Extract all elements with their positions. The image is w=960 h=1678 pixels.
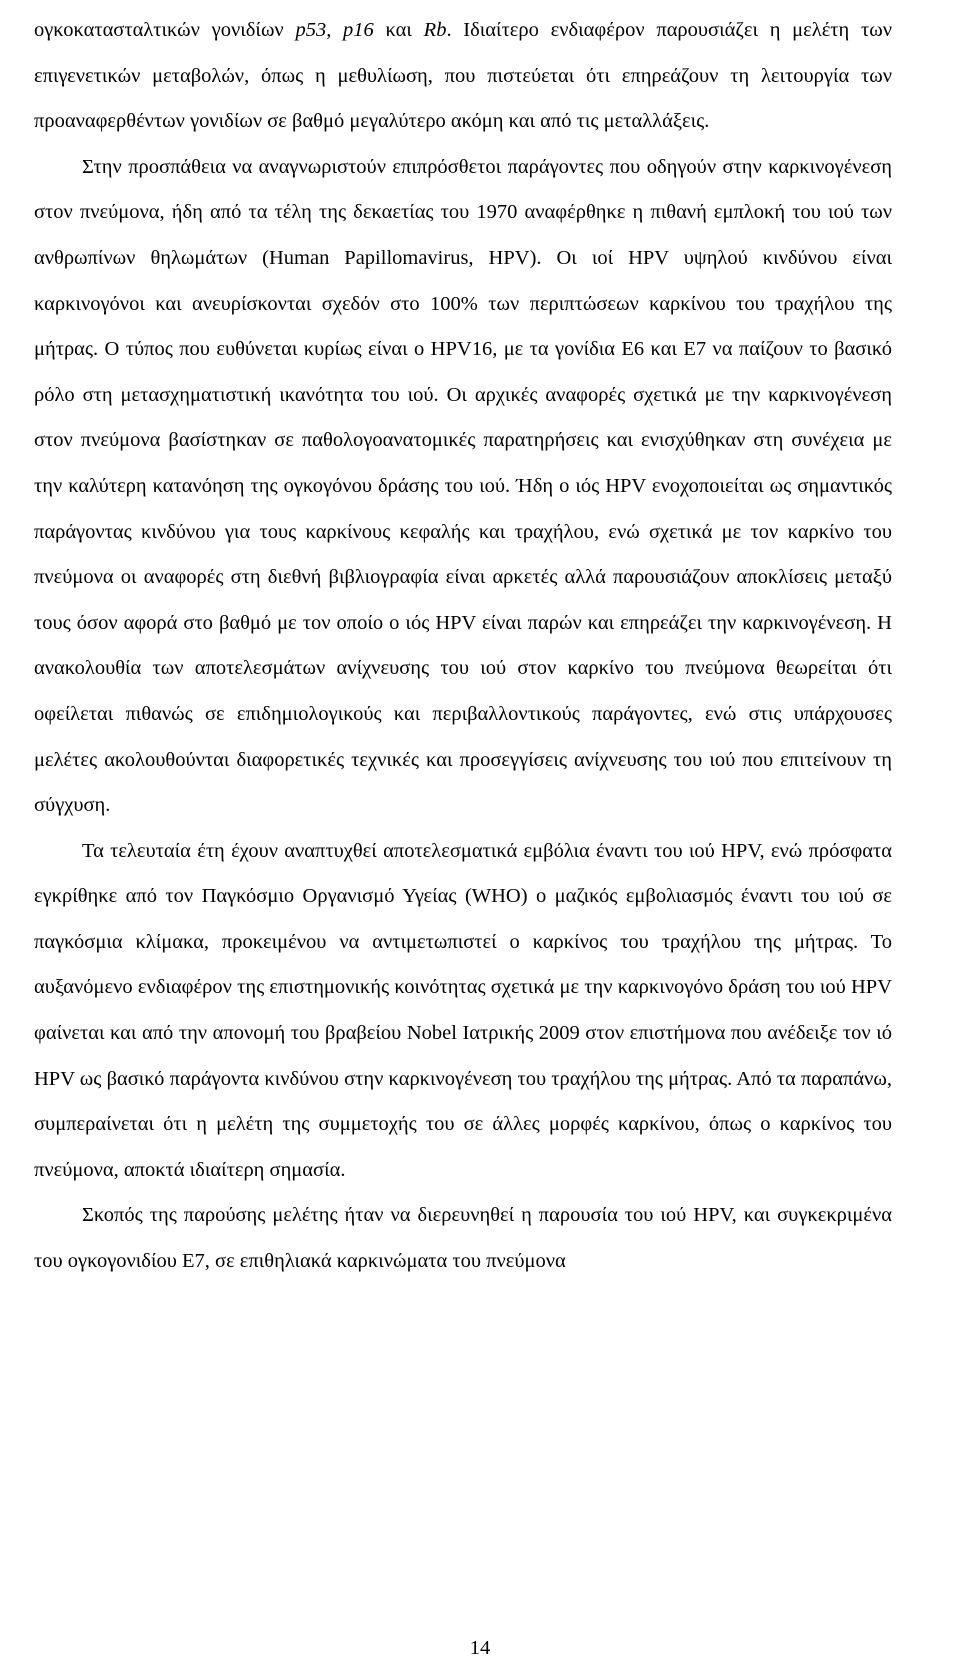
text-run: ογκοκατασταλτικών γονιδίων [34, 19, 296, 41]
document-body [34, 8, 892, 1285]
paragraph-methylation-intro [34, 8, 892, 145]
text-run: . Ιδιαίτερο ενδιαφέρον παρουσιάζει η μελέτη των επιγενετικών μεταβολών, όπως η μεθυλίωση, που πιστεύεται ότι επηρεάζουν τη λειτουργία των προαναφερθέντων γονιδίων σε βαθμό μεγαλύτερο ακόμη και από τις μεταλλάξεις. [34, 19, 892, 133]
text-run: p53, p16 [295, 19, 374, 41]
paragraph-study-aim [34, 1193, 892, 1284]
text-run: και [373, 19, 424, 41]
text-run: Στην προσπάθεια να αναγνωριστούν επιπρόσθετοι παράγοντες που οδηγούν στην καρκινογένεση στον πνεύμονα, ήδη από τα τέλη της δεκαετίας του 1970 αναφέρθηκε η πιθανή εμπλοκή του ιού των ανθρωπίνων θηλωμάτων (Human Papillomavirus, HPV). Οι ιοί HPV υψηλού κινδύνου είναι καρκινογόνοι και ανευρίσκονται σχεδόν στο 100% των περιπτώσεων καρκίνου του τραχήλου της μήτρας. Ο τύπος που ευθύνεται κυρίως είναι ο HPV16, με τα γονίδια E6 και E7 να παίζουν το βασικό ρόλο στη μετασχηματιστική ικανότητα του ιού. Οι αρχικές αναφορές σχετικά με την καρκινογένεση στον πνεύμονα βασίστηκαν σε παθολογοανατομικές παρατηρήσεις και ενισχύθηκαν στη συνέχεια με την καλύτερη κατανόηση της ογκογόνου δράσης του ιού. Ήδη ο ιός HPV ενοχοποιείται ως σημαντικός παράγοντας κινδύνου για τους καρκίνους κεφαλής και τραχήλου, ενώ σχετικά με τον καρκίνο του πνεύμονα οι αναφορές στη διεθνή βιβλιογραφία είναι αρκετές αλλά παρουσιάζουν αποκλίσεις μεταξύ τους όσον αφορά στο βαθμό με τον οποίο ο ιός HPV είναι παρών και επηρεάζει την καρκινογένεση. Η ανακολουθία των αποτελεσμάτων ανίχνευσης του ιού στον καρκίνο του πνεύμονα θεωρείται ότι οφείλεται πιθανώς σε επιδημιολογικούς και περιβαλλοντικούς παράγοντες, ενώ στις υπάρχουσες μελέτες ακολουθούνται διαφορετικές τεχνικές και προσεγγίσεις ανίχνευσης του ιού που επιτείνουν τη σύγχυση. [34, 155, 892, 817]
text-run: Rb [423, 19, 447, 41]
page-number: 14 [469, 1637, 491, 1659]
text-run: Σκοπός της παρούσης μελέτης ήταν να διερευνηθεί η παρουσία του ιού HPV, και συγκεκριμένα του ογκογονιδίου E7, σε επιθηλιακά καρκινώματα του πνεύμονα [34, 1204, 892, 1273]
paragraph-hpv-lung-carcinogenesis [34, 145, 892, 829]
paragraph-hpv-vaccines [34, 829, 892, 1194]
text-run: Τα τελευταία έτη έχουν αναπτυχθεί αποτελεσματικά εμβόλια έναντι του ιού HPV, ενώ πρόσφατα εγκρίθηκε από τον Παγκόσμιο Οργανισμό Υγείας (WHO) ο μαζικός εμβολιασμός έναντι του ιού σε παγκόσμια κλίμακα, προκειμένου να αντιμετωπιστεί ο καρκίνος του τραχήλου της μήτρας. Το αυξανόμενο ενδιαφέρον της επιστημονικής κοινότητας σχετικά με την καρκινογόνο δράση του ιού HPV φαίνεται και από την απονομή του βραβείου Nobel Ιατρικής 2009 στον επιστήμονα που ανέδειξε τον ιό HPV ως βασικό παράγοντα κινδύνου στην καρκινογένεση του τραχήλου της μήτρας. Από τα παραπάνω, συμπεραίνεται ότι η μελέτη της συμμετοχής του σε άλλες μορφές καρκίνου, όπως ο καρκίνος του πνεύμονα, αποκτά ιδιαίτερη σημασία. [34, 839, 892, 1181]
